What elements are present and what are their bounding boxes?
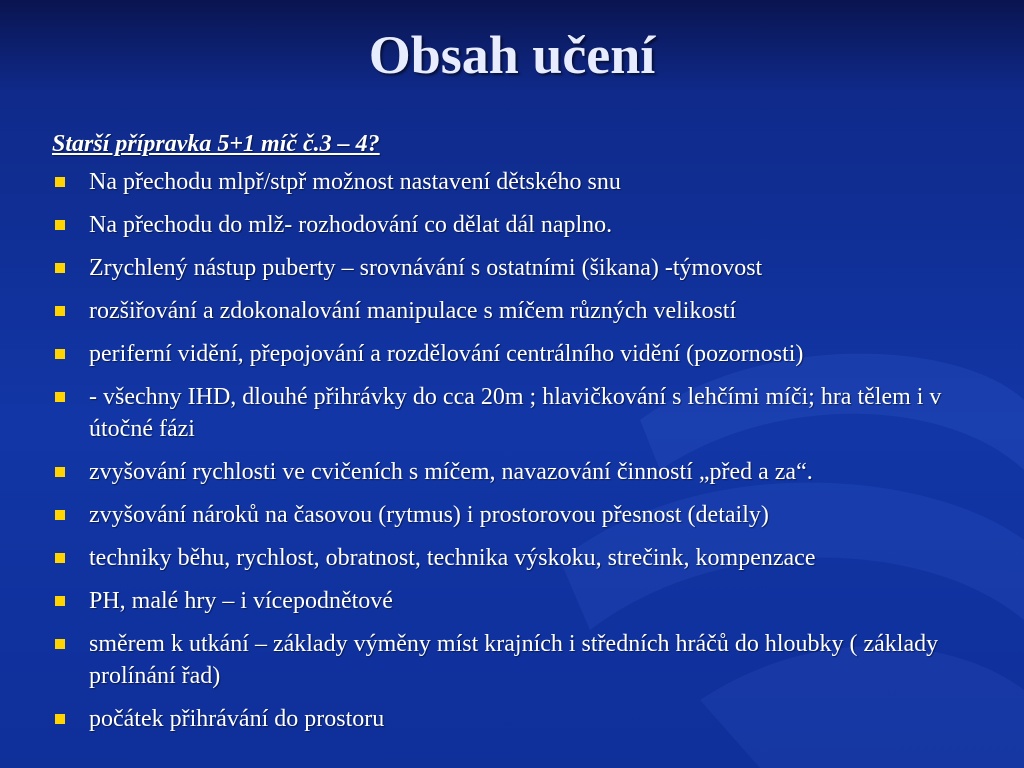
list-item-text: Na přechodu mlpř/stpř možnost nastavení dětského snu	[89, 169, 621, 195]
list-item	[52, 499, 1007, 531]
square-bullet-icon	[55, 349, 65, 359]
list-item	[52, 166, 1007, 198]
list-item	[52, 381, 1007, 445]
square-bullet-icon	[55, 639, 65, 649]
square-bullet-icon	[55, 306, 65, 316]
slide-title: Obsah učení	[368, 25, 656, 85]
list-item-text: zvyšování rychlosti ve cvičeních s míčem, navazování činností „před a za“.	[89, 459, 813, 485]
list-item	[52, 542, 1007, 574]
subheading: Starší přípravka 5+1 míč č.3 – 4?	[52, 131, 380, 157]
list-item	[52, 252, 1007, 284]
list-item	[52, 585, 1007, 617]
square-bullet-icon	[55, 467, 65, 477]
square-bullet-icon	[55, 596, 65, 606]
list-item	[52, 295, 1007, 327]
list-item-text: zvyšování nároků na časovou (rytmus) i prostorovou přesnost (detaily)	[89, 502, 769, 528]
square-bullet-icon	[55, 392, 65, 402]
list-item	[52, 209, 1007, 241]
slide-content	[52, 128, 1007, 746]
bullet-list	[52, 166, 1007, 735]
list-item-text: Na přechodu do mlž- rozhodování co dělat dál naplno.	[89, 212, 613, 238]
list-item	[52, 703, 1007, 735]
square-bullet-icon	[55, 177, 65, 187]
list-item	[52, 456, 1007, 488]
list-item-text: Zrychlený nástup puberty – srovnávání s ostatními (šikana) -týmovost	[89, 255, 763, 281]
list-item-text: rozšiřování a zdokonalování manipulace s míčem různých velikostí	[89, 298, 737, 324]
list-item	[52, 628, 1007, 692]
square-bullet-icon	[55, 714, 65, 724]
square-bullet-icon	[55, 553, 65, 563]
list-item-text: směrem k utkání – základy výměny míst krajních i středních hráčů do hloubky ( základy prolínání řad)	[89, 631, 939, 689]
square-bullet-icon	[55, 510, 65, 520]
list-item-text: periferní vidění, přepojování a rozdělování centrálního vidění (pozornosti)	[89, 341, 804, 367]
list-item-text: PH, malé hry – i vícepodnětové	[89, 588, 393, 614]
list-item	[52, 338, 1007, 370]
list-item-text: - všechny IHD, dlouhé přihrávky do cca 20m ; hlavičkování s lehčími míči; hra tělem i v útočné fázi	[89, 384, 942, 442]
list-item-text: počátek přihrávání do prostoru	[89, 706, 385, 732]
square-bullet-icon	[55, 263, 65, 273]
list-item-text: techniky běhu, rychlost, obratnost, technika výskoku, strečink, kompenzace	[89, 545, 816, 571]
square-bullet-icon	[55, 220, 65, 230]
